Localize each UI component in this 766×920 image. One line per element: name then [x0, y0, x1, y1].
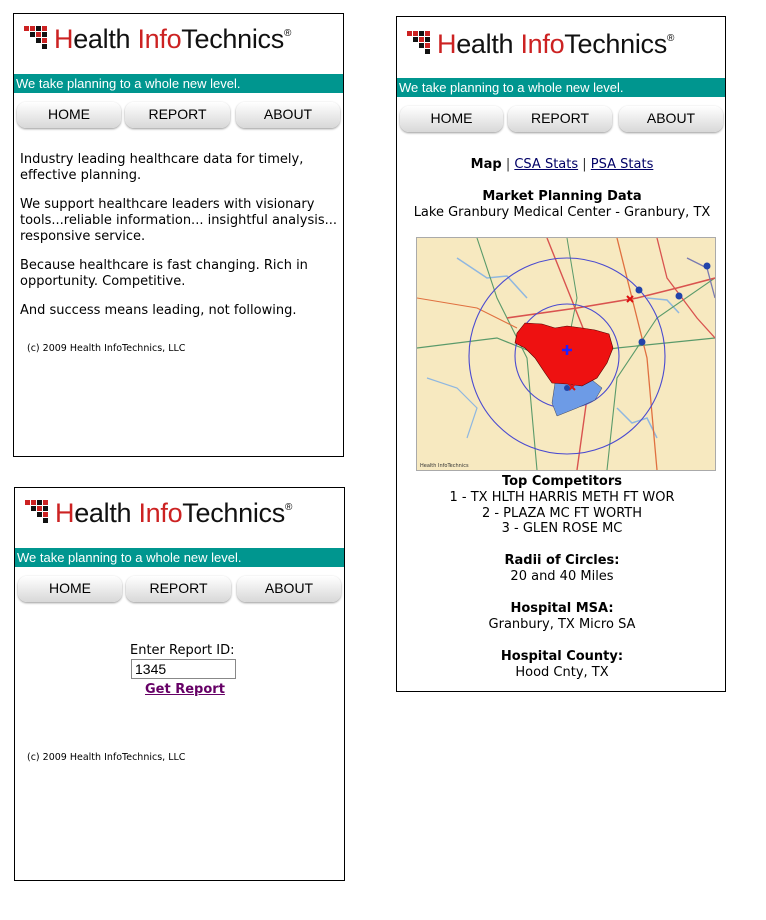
about-button[interactable]: ABOUT: [236, 102, 340, 128]
report-panel: [14, 487, 345, 881]
map-tab[interactable]: Map: [470, 157, 502, 172]
copyright: (c) 2009 Health InfoTechnics, LLC: [27, 343, 186, 354]
competitor-item: 2 - PLAZA MC FT WORTH: [481, 506, 643, 521]
logo[interactable]: [407, 27, 707, 59]
separator: |: [582, 157, 587, 172]
logo-text: Health InfoTechnics®: [54, 24, 292, 54]
copyright: (c) 2009 Health InfoTechnics, LLC: [27, 752, 186, 763]
market-map: [416, 237, 716, 471]
section-heading: Market Planning Data: [482, 189, 642, 204]
intro-paragraph: And success means leading, not following.: [20, 303, 297, 318]
report-id-label: Enter Report ID:: [130, 643, 235, 658]
home-button[interactable]: HOME: [18, 576, 122, 602]
psa-stats-link[interactable]: PSA Stats: [590, 157, 654, 172]
logo[interactable]: [25, 496, 325, 528]
nav-bar: [15, 576, 344, 604]
msa-heading: Hospital MSA:: [510, 601, 614, 616]
competitor-item: 3 - GLEN ROSE MC: [501, 521, 623, 536]
tagline: We take planning to a whole new level.: [15, 548, 344, 567]
nav-bar: [14, 102, 343, 130]
logo-pixel-grid-icon: [25, 500, 51, 526]
nav-bar: [397, 105, 725, 133]
home-panel: [13, 13, 344, 457]
tagline: We take planning to a whole new level.: [14, 74, 343, 93]
intro-text: [20, 152, 345, 332]
county-heading: Hospital County:: [500, 649, 624, 664]
intro-paragraph: We support healthcare leaders with visionary tools...reliable information... insightful analysis... responsive service.: [20, 197, 338, 244]
radii-heading: Radii of Circles:: [504, 553, 620, 568]
msa-value: Granbury, TX Micro SA: [488, 617, 636, 632]
map-credit: Health InfoTechnics: [420, 463, 469, 469]
market-report-panel: [396, 16, 726, 692]
separator: |: [505, 157, 511, 172]
report-id-input[interactable]: [131, 659, 236, 679]
report-button[interactable]: REPORT: [508, 106, 612, 132]
competitor-item: 1 - TX HLTH HARRIS METH FT WOR: [449, 490, 675, 505]
radii-value: 20 and 40 Miles: [510, 569, 614, 584]
view-links: [397, 157, 727, 173]
intro-paragraph: Because healthcare is fast changing. Rich in opportunity. Competitive.: [20, 258, 308, 289]
about-button[interactable]: ABOUT: [237, 576, 341, 602]
tagline: We take planning to a whole new level.: [397, 78, 725, 97]
logo[interactable]: [24, 22, 324, 54]
logo-text: Health InfoTechnics®: [55, 498, 293, 528]
logo-text: Health InfoTechnics®: [437, 29, 675, 59]
about-button[interactable]: ABOUT: [619, 106, 723, 132]
report-button[interactable]: REPORT: [125, 102, 230, 128]
logo-pixel-grid-icon: [407, 31, 433, 57]
intro-paragraph: Industry leading healthcare data for timely, effective planning.: [20, 152, 304, 183]
home-button[interactable]: HOME: [400, 106, 503, 132]
county-value: Hood Cnty, TX: [515, 665, 609, 680]
market-map-image: [417, 238, 715, 470]
logo-pixel-grid-icon: [24, 26, 50, 52]
home-button[interactable]: HOME: [17, 102, 121, 128]
csa-stats-link[interactable]: CSA Stats: [514, 157, 579, 172]
facility-name: Lake Granbury Medical Center - Granbury, TX: [413, 205, 711, 220]
get-report-link[interactable]: Get Report: [145, 682, 225, 697]
report-button[interactable]: REPORT: [126, 576, 231, 602]
competitors-heading: Top Competitors: [501, 474, 622, 489]
